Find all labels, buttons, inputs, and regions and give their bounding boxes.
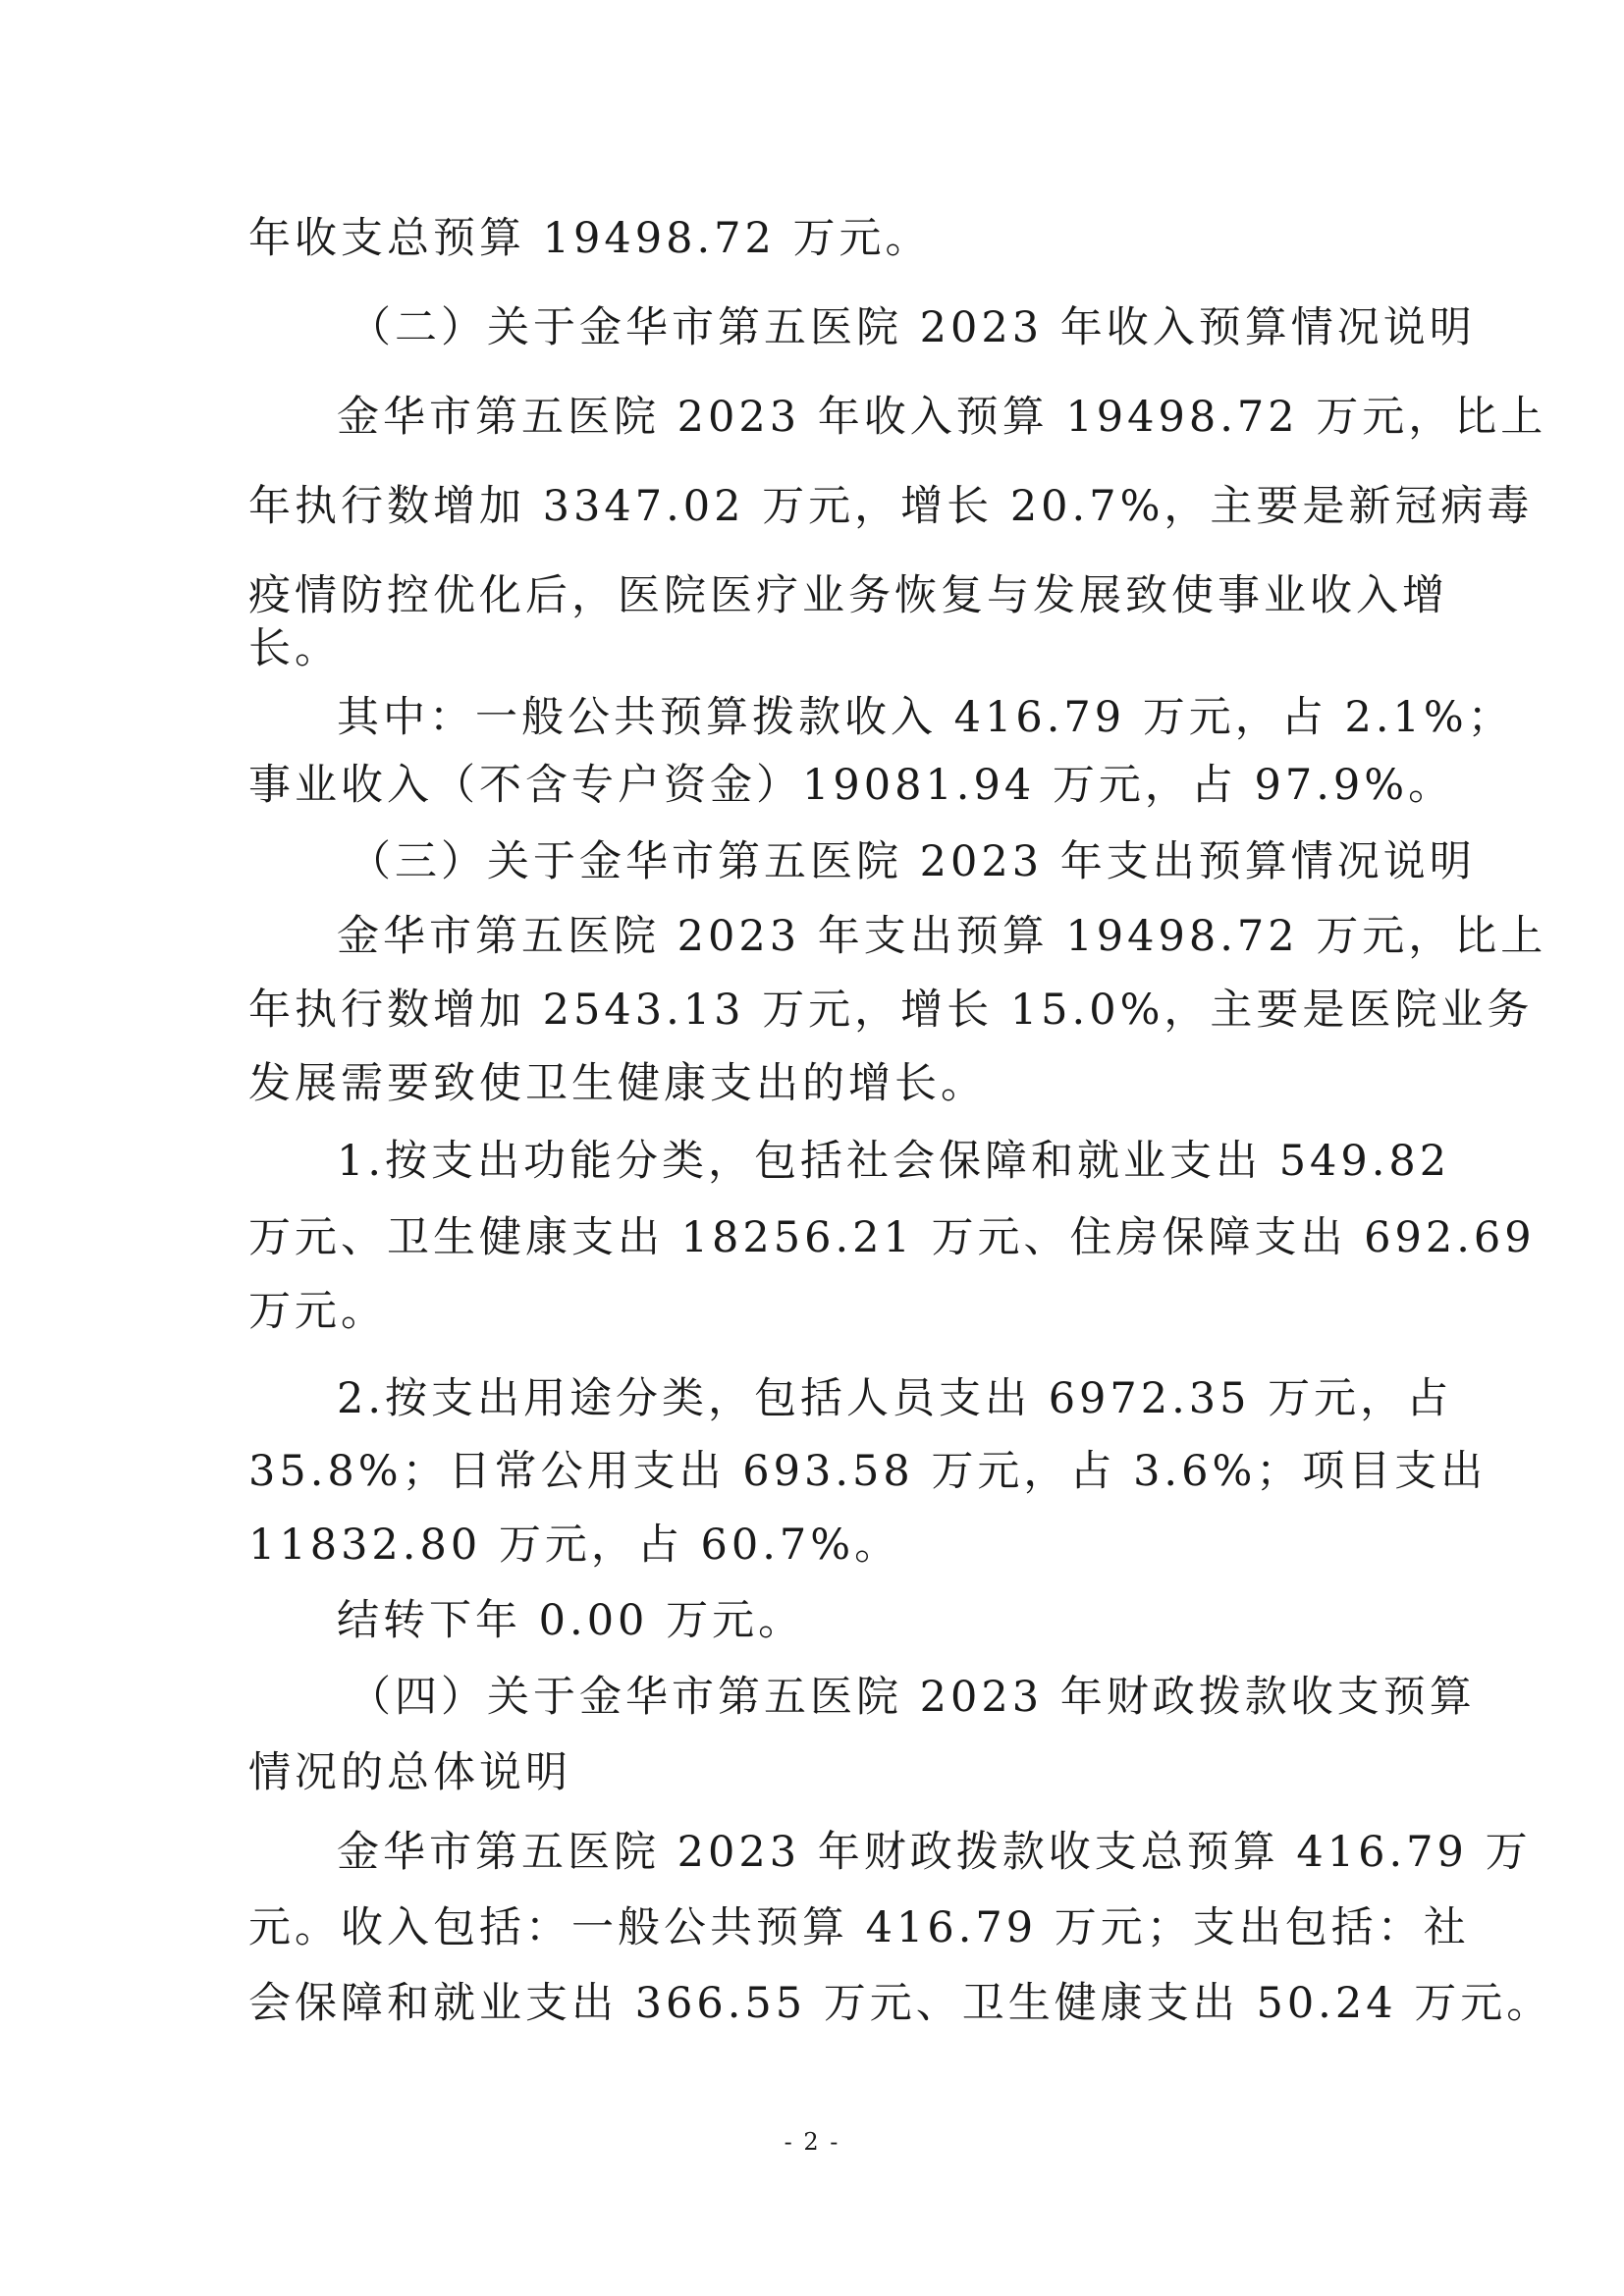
text-line: 其中：一般公共预算拨款收入 416.79 万元，占 2.1%； <box>337 693 1514 742</box>
text-line: 疫情防控优化后，医院医疗业务恢复与发展致使事业收入增 <box>248 571 1448 620</box>
text-line: 长。 <box>248 624 341 673</box>
page-number: - 2 - <box>784 2128 840 2156</box>
text-line: 金华市第五医院 2023 年财政拨款收支总预算 416.79 万 <box>337 1828 1532 1877</box>
text-line: 会保障和就业支出 366.55 万元、卫生健康支出 50.24 万元。 <box>248 1979 1553 2028</box>
text-line: 万元、卫生健康支出 18256.21 万元、住房保障支出 692.69 <box>248 1213 1536 1262</box>
text-line: 金华市第五医院 2023 年收入预算 19498.72 万元，比上 <box>337 393 1547 442</box>
text-line: 1.按支出功能分类，包括社会保障和就业支出 549.82 <box>337 1137 1451 1186</box>
section-heading: （二）关于金华市第五医院 2023 年收入预算情况说明 <box>349 303 1476 352</box>
text-line: 万元。 <box>248 1287 387 1336</box>
text-line: 事业收入（不含专户资金）19081.94 万元，占 97.9%。 <box>248 761 1455 810</box>
text-line: 11832.80 万元，占 60.7%。 <box>248 1521 901 1570</box>
text-line: 金华市第五医院 2023 年支出预算 19498.72 万元，比上 <box>337 912 1547 961</box>
section-heading: 情况的总体说明 <box>248 1748 571 1797</box>
section-heading: （三）关于金华市第五医院 2023 年支出预算情况说明 <box>349 837 1476 886</box>
text-line: 2.按支出用途分类，包括人员支出 6972.35 万元，占 <box>337 1374 1453 1423</box>
text-line: 年执行数增加 2543.13 万元，增长 15.0%，主要是医院业务 <box>248 986 1534 1035</box>
section-heading: （四）关于金华市第五医院 2023 年财政拨款收支预算 <box>349 1673 1476 1722</box>
text-line: 发展需要致使卫生健康支出的增长。 <box>248 1059 987 1108</box>
text-line: 元。收入包括：一般公共预算 416.79 万元；支出包括：社 <box>248 1903 1470 1952</box>
text-line: 年执行数增加 3347.02 万元，增长 20.7%，主要是新冠病毒 <box>248 482 1534 531</box>
text-line: 年收支总预算 19498.72 万元。 <box>248 214 932 263</box>
text-line: 结转下年 0.00 万元。 <box>337 1596 805 1645</box>
text-line: 35.8%；日常公用支出 693.58 万元，占 3.6%；项目支出 <box>248 1447 1488 1496</box>
